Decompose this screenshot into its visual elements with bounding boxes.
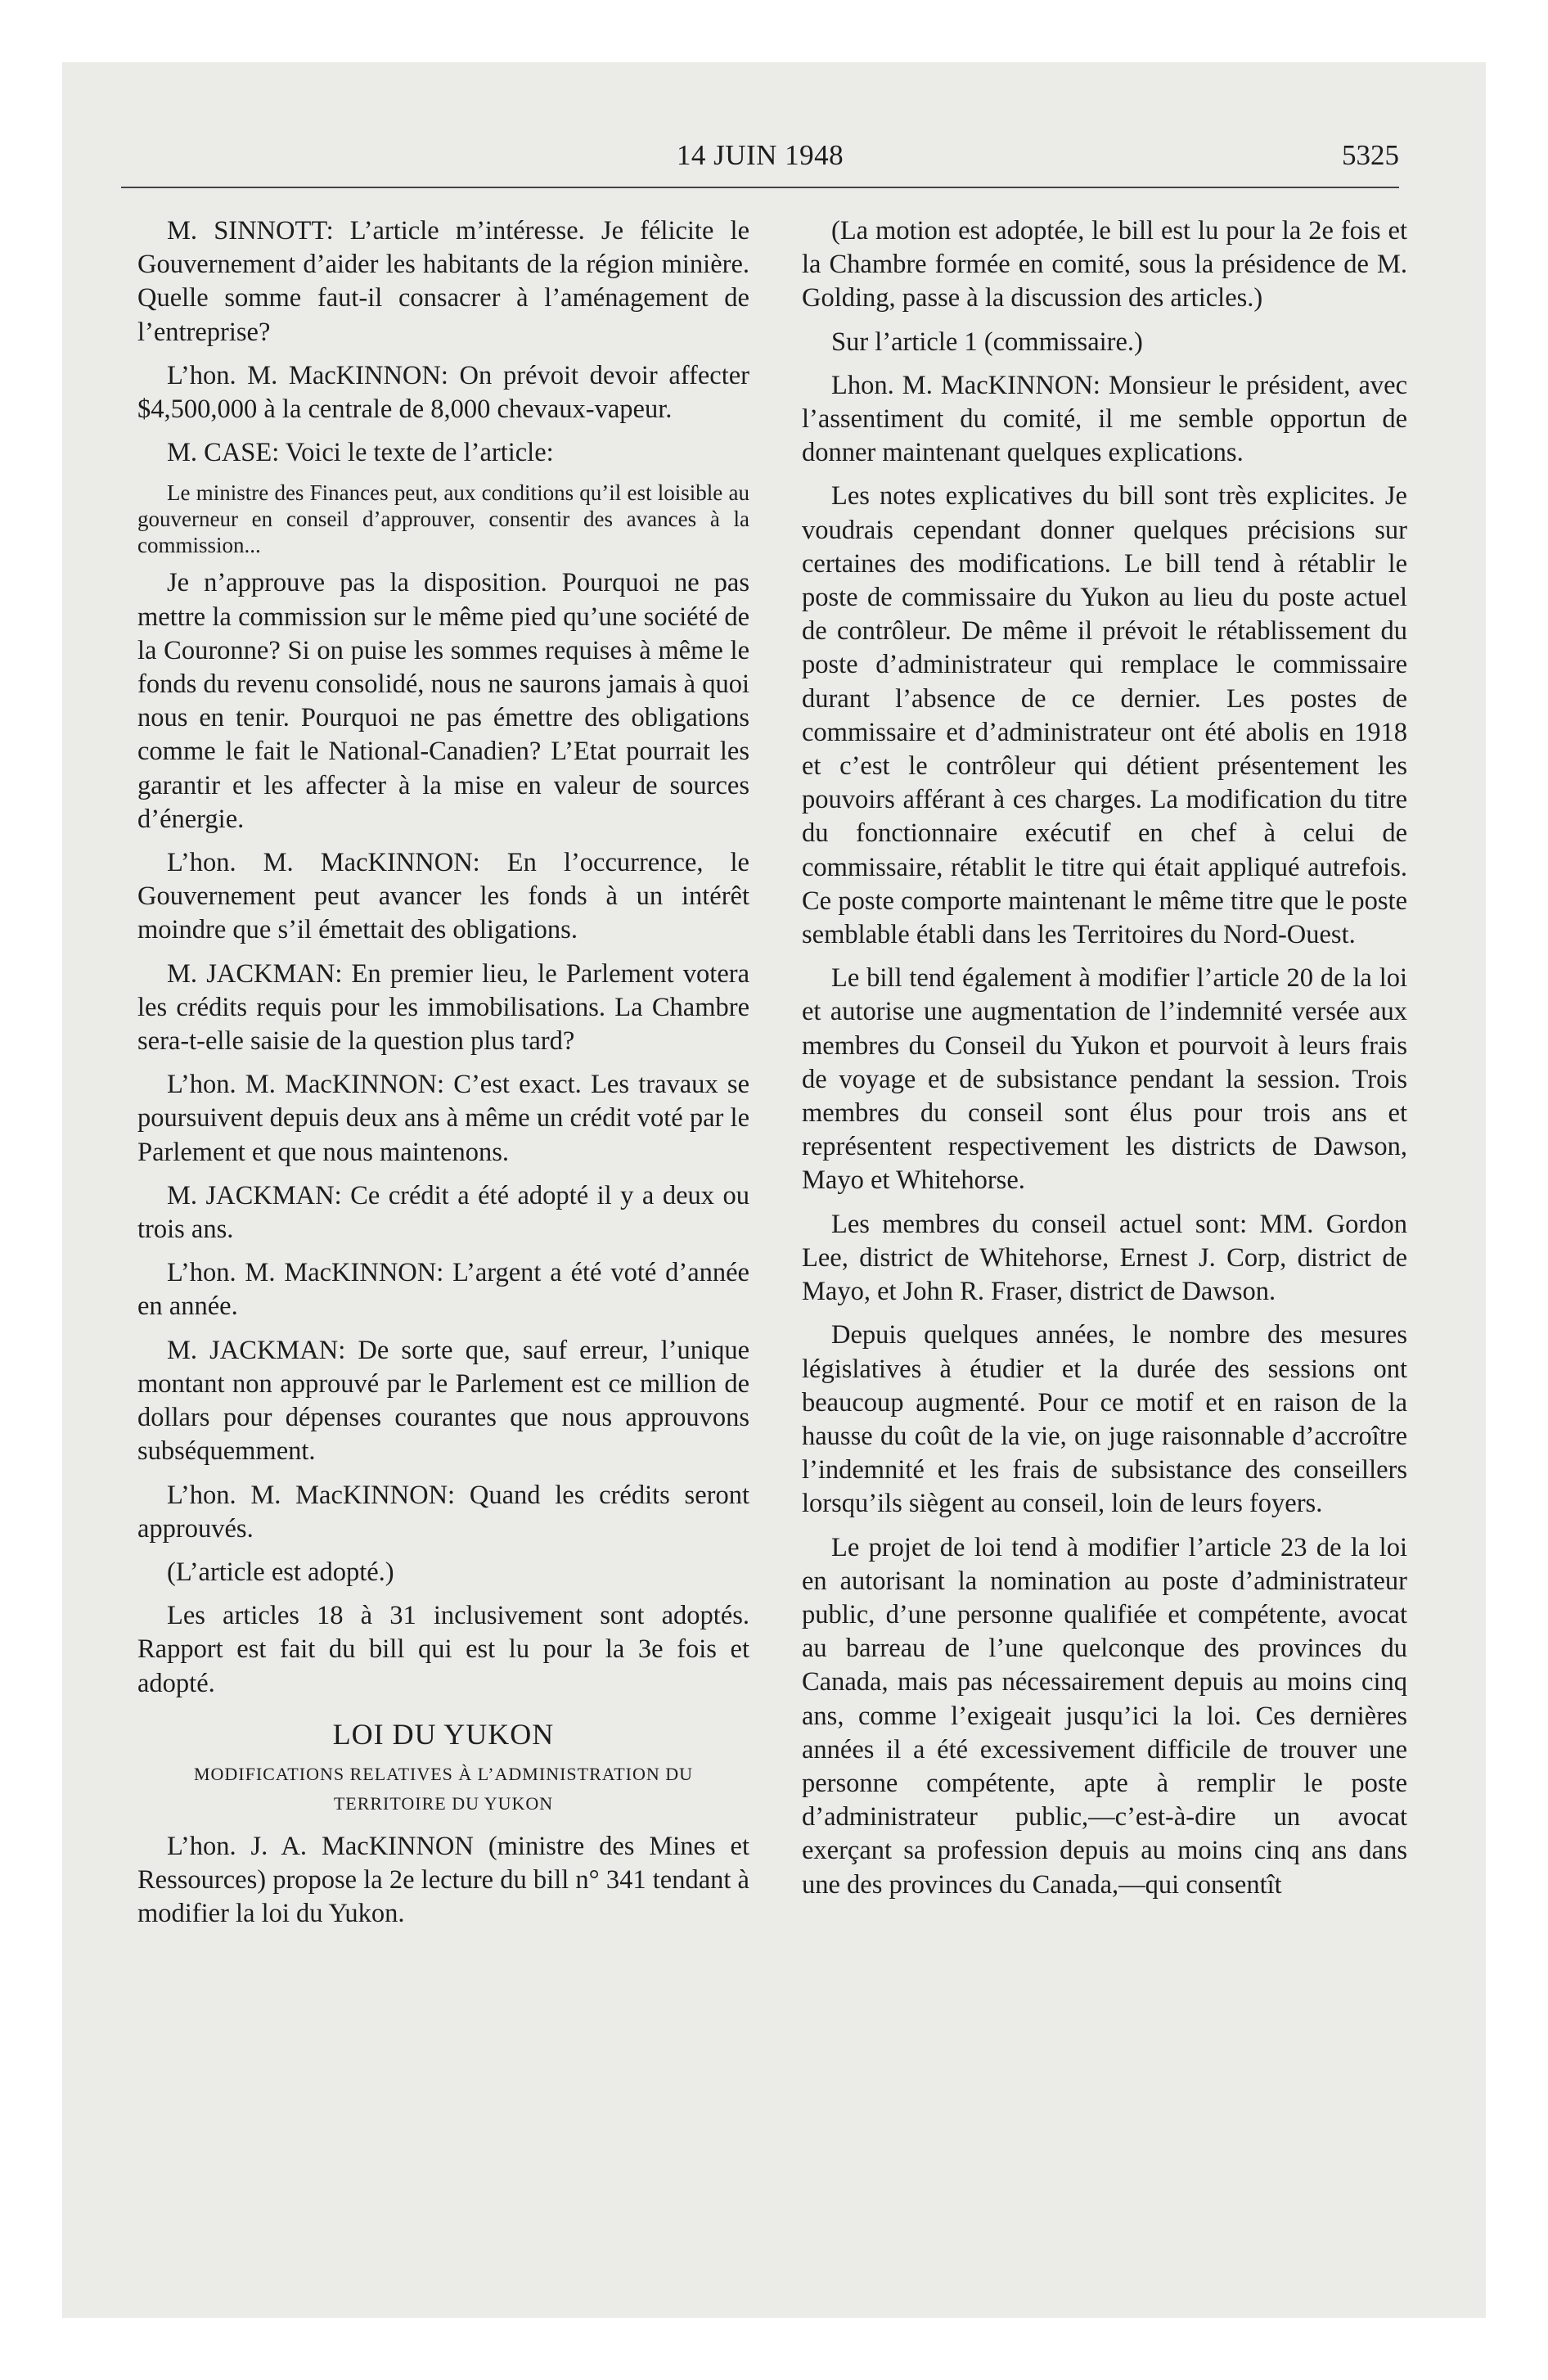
paragraph: Le bill tend également à modifier l’article 20 de la loi et autorise une augmentation de l’indemnité versée aux membres du Conseil du Yukon et pourvoit à leurs frais de voyage et de subsistance pendant la session. Trois membres du conseil sont élus pour trois ans et représentent respectivement les districts de Dawson, Mayo et Whitehorse.: [802, 963, 1407, 1196]
paragraph: M. SINNOTT: L’article m’intéresse. Je félicite le Gouvernement d’aider les habitants de la région minière. Quelle somme faut-il consacrer à l’aménagement de l’entreprise?: [137, 216, 749, 347]
paragraph: M. JACKMAN: En premier lieu, le Parlement votera les crédits requis pour les immobilisations. La Chambre sera-t-elle saisie de la question plus tard?: [137, 958, 749, 1057]
paragraph: L’hon. M. MacKINNON: On prévoit devoir affecter $4,500,000 à la centrale de 8,000 chevaux-vapeur.: [137, 360, 749, 425]
paragraph: Sur l’article 1 (commissaire.): [831, 327, 1143, 357]
paragraph: L’hon. M. MacKINNON: C’est exact. Les travaux se poursuivent depuis deux ans à même un crédit voté par le Parlement et que nous maintenons.: [137, 1070, 749, 1167]
page-header: [121, 137, 1399, 188]
paragraph: L’hon. M. MacKINNON: L’argent a été voté d’année en année.: [137, 1258, 749, 1322]
paragraph: Lhon. M. MacKINNON: Monsieur le président, avec l’assentiment du comité, il me semble opportun de donner maintenant quelques explications.: [802, 370, 1407, 468]
right-column: [802, 214, 1407, 1912]
paragraph: L’hon. M. MacKINNON: Quand les crédits seront approuvés.: [137, 1480, 749, 1544]
paragraph: Depuis quelques années, le nombre des mesures législatives à étudier et la durée des sessions ont beaucoup augmenté. Pour ce motif et en raison de la hausse du coût de la vie, on juge raisonnable d’accroître l’indemnité et les frais de subsistance des conseillers lorsqu’ils siègent au conseil, loin de leurs foyers.: [802, 1320, 1407, 1519]
paragraph: L’hon. M. MacKINNON: En l’occurrence, le Gouvernement peut avancer les fonds à un intérêt moindre que s’il émettait des obligations.: [137, 848, 749, 945]
quoted-text: Le ministre des Finances peut, aux conditions qu’il est loisible au gouverneur en conseil d’approuver, consentir des avances à la commission...: [137, 480, 749, 558]
paragraph: L’hon. J. A. MacKINNON (ministre des Mines et Ressources) propose la 2e lecture du bill n° 341 tendant à modifier la loi du Yukon.: [137, 1831, 749, 1929]
section-subtitle: MODIFICATIONS RELATIVES À L’ADMINISTRATION DU TERRITOIRE DU YUKON: [193, 1763, 694, 1814]
paragraph: (L’article est adopté.): [167, 1557, 394, 1587]
paragraph: Je n’approuve pas la disposition. Pourquoi ne pas mettre la commission sur le même pied qu’une société de la Couronne? Si on puise les sommes requises à même le fonds du revenu consolidé, nous ne saurons jamais à quoi nous en tenir. Pourquoi ne pas émettre des obligations comme le fait le National-Canadien? L’Etat pourrait les garantir et les affecter à la mise en valeur de sources d’énergie.: [137, 568, 749, 834]
header-date: 14 JUIN 1948: [676, 139, 844, 171]
paragraph: M. JACKMAN: De sorte que, sauf erreur, l’unique montant non approuvé par le Parlement est ce million de dollars pour dépenses courantes que nous approuvons subséquemment.: [137, 1335, 749, 1467]
paragraph: (La motion est adoptée, le bill est lu pour la 2e fois et la Chambre formée en comité, sous la présidence de M. Golding, passe à la discussion des articles.): [802, 216, 1407, 313]
paragraph: M. CASE: Voici le texte de l’article:: [167, 438, 554, 468]
page-number: 5325: [1342, 139, 1399, 171]
left-column: [137, 214, 749, 1941]
paragraph: M. JACKMAN: Ce crédit a été adopté il y a deux ou trois ans.: [137, 1180, 749, 1245]
paragraph: Les membres du conseil actuel sont: MM. Gordon Lee, district de Whitehorse, Ernest J. Corp, district de Mayo, et John R. Fraser, district de Dawson.: [802, 1209, 1407, 1307]
paragraph: Les notes explicatives du bill sont très explicites. Je voudrais cependant donner quelques précisions sur certaines des modifications. Le bill tend à rétablir le poste de commissaire du Yukon au lieu du poste actuel de contrôleur. De même il prévoit le rétablissement du poste d’administrateur qui remplace le commissaire durant l’absence de ce dernier. Les postes de commissaire et d’administrateur ont été abolis en 1918 et c’est le contrôleur qui détient présentement les pouvoirs afférant à ces charges. La modification du titre du fonctionnaire exécutif en chef à celui de commissaire, rétablit le titre qui était appliqué autrefois. Ce poste comporte maintenant le même titre que le poste semblable établi dans les Territoires du Nord-Ouest.: [802, 481, 1407, 950]
paragraph: Les articles 18 à 31 inclusivement sont adoptés. Rapport est fait du bill qui est lu pour la 3e fois et adopté.: [137, 1601, 749, 1698]
section-title: LOI DU YUKON: [332, 1717, 555, 1751]
paragraph: Le projet de loi tend à modifier l’article 23 de la loi en autorisant la nomination au poste d’administrateur public, d’une personne qualifiée et compétente, avocat au barreau de l’une quelconque des provinces du Canada, mais pas nécessairement depuis au moins cinq ans, comme l’exigeait jusqu’ici la loi. Ces dernières années il a été excessivement difficile de trouver une personne compétente, apte à remplir le poste d’administrateur public,—c’est-à-dire un avocat exerçant sa profession depuis au moins cinq ans dans une des provinces du Canada,—qui consentît: [802, 1532, 1407, 1900]
